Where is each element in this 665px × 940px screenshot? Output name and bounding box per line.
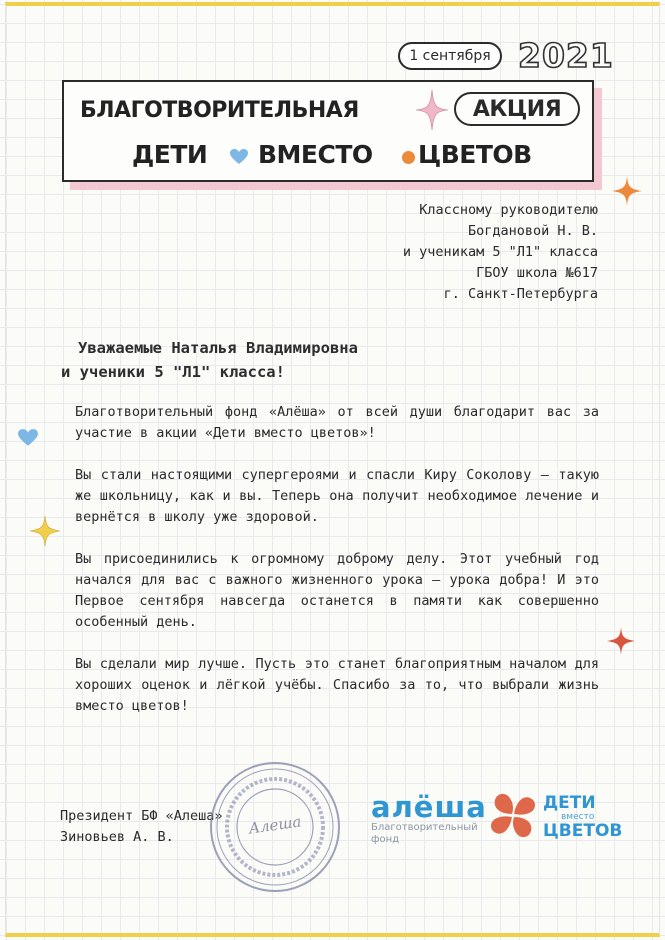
paragraph: Вы стали настоящими супергероями и спасли Киру Соколову – такую же школьницу, как и вы. Теперь она получит необходимое лечение и вернётся в школу уже здоровой. [75,467,599,525]
signature-block [60,806,223,848]
addressee-line: ГБОУ школа №617 [476,265,598,281]
addressee-line: Классному руководителю [419,202,598,218]
header-badge-akcia: АКЦИЯ [454,92,580,126]
sparkle-icon [416,90,448,130]
stamp-center-text: Алеша [247,812,303,838]
greeting-line-1: Уважаемые Наталья Владимировна [78,339,358,357]
date-badge: 1 сентября [398,42,502,70]
sparkle-icon [612,176,642,206]
alesha-logo-sub: Благотворительный [371,822,478,833]
addressee-line: Богдановой Н. В. [467,223,598,239]
header-word-deti: ДЕТИ [132,140,208,169]
addressee-line: г. Санкт-Петербурга [443,286,598,302]
greeting [61,336,358,384]
addressee-line: и ученикам 5 "Л1" класса [402,244,598,260]
dot-icon [402,151,415,164]
stamp-seal [208,760,342,894]
heart-icon [230,149,248,165]
deti-logo-line1: ДЕТИ [543,793,596,813]
signature-title: Президент БФ «Алеша» [60,808,223,824]
header-word-vmesto: ВМЕСТО [258,140,373,169]
sparkle-icon [607,627,635,655]
alesha-logo-sub: фонд [371,834,400,845]
paragraph: Благотворительный фонд «Алёша» от всей души благодарит вас за участие в акции «Дети вместо цветов»! [75,404,599,441]
paragraph: Вы сделали мир лучше. Пусть это станет благоприятным началом для хороших оценок и лёгкой учёбы. Спасибо за то, что выбрали жизнь вместо цветов! [75,656,599,714]
alesha-logo [371,792,487,846]
letter-body [75,402,599,738]
paragraph: Вы присоединились к огромному доброму делу. Этот учебный год начался для вас с важного жизненного урока – урока добра! И это Первое сентября навсегда останется в памяти как совершенно особенный день. [75,551,599,630]
deti-logo-line2: вместо [561,812,595,822]
alesha-logo-name: алёша [371,790,487,824]
campaign-header [62,80,594,182]
header-word-cvetov: ЦВЕТОВ [418,140,532,169]
greeting-line-2: и ученики 5 "Л1" класса! [61,363,285,381]
deti-logo-line3: ЦВЕТОВ [543,821,623,841]
addressee-block [403,200,598,305]
signature-name: Зиновьев А. В. [60,829,174,845]
flower-logo-icon [487,790,539,842]
year-title: 2021 [518,36,614,75]
header-line-charity: БЛАГОТВОРИТЕЛЬНАЯ [80,98,359,123]
heart-icon [18,429,38,447]
sparkle-icon [30,515,60,547]
